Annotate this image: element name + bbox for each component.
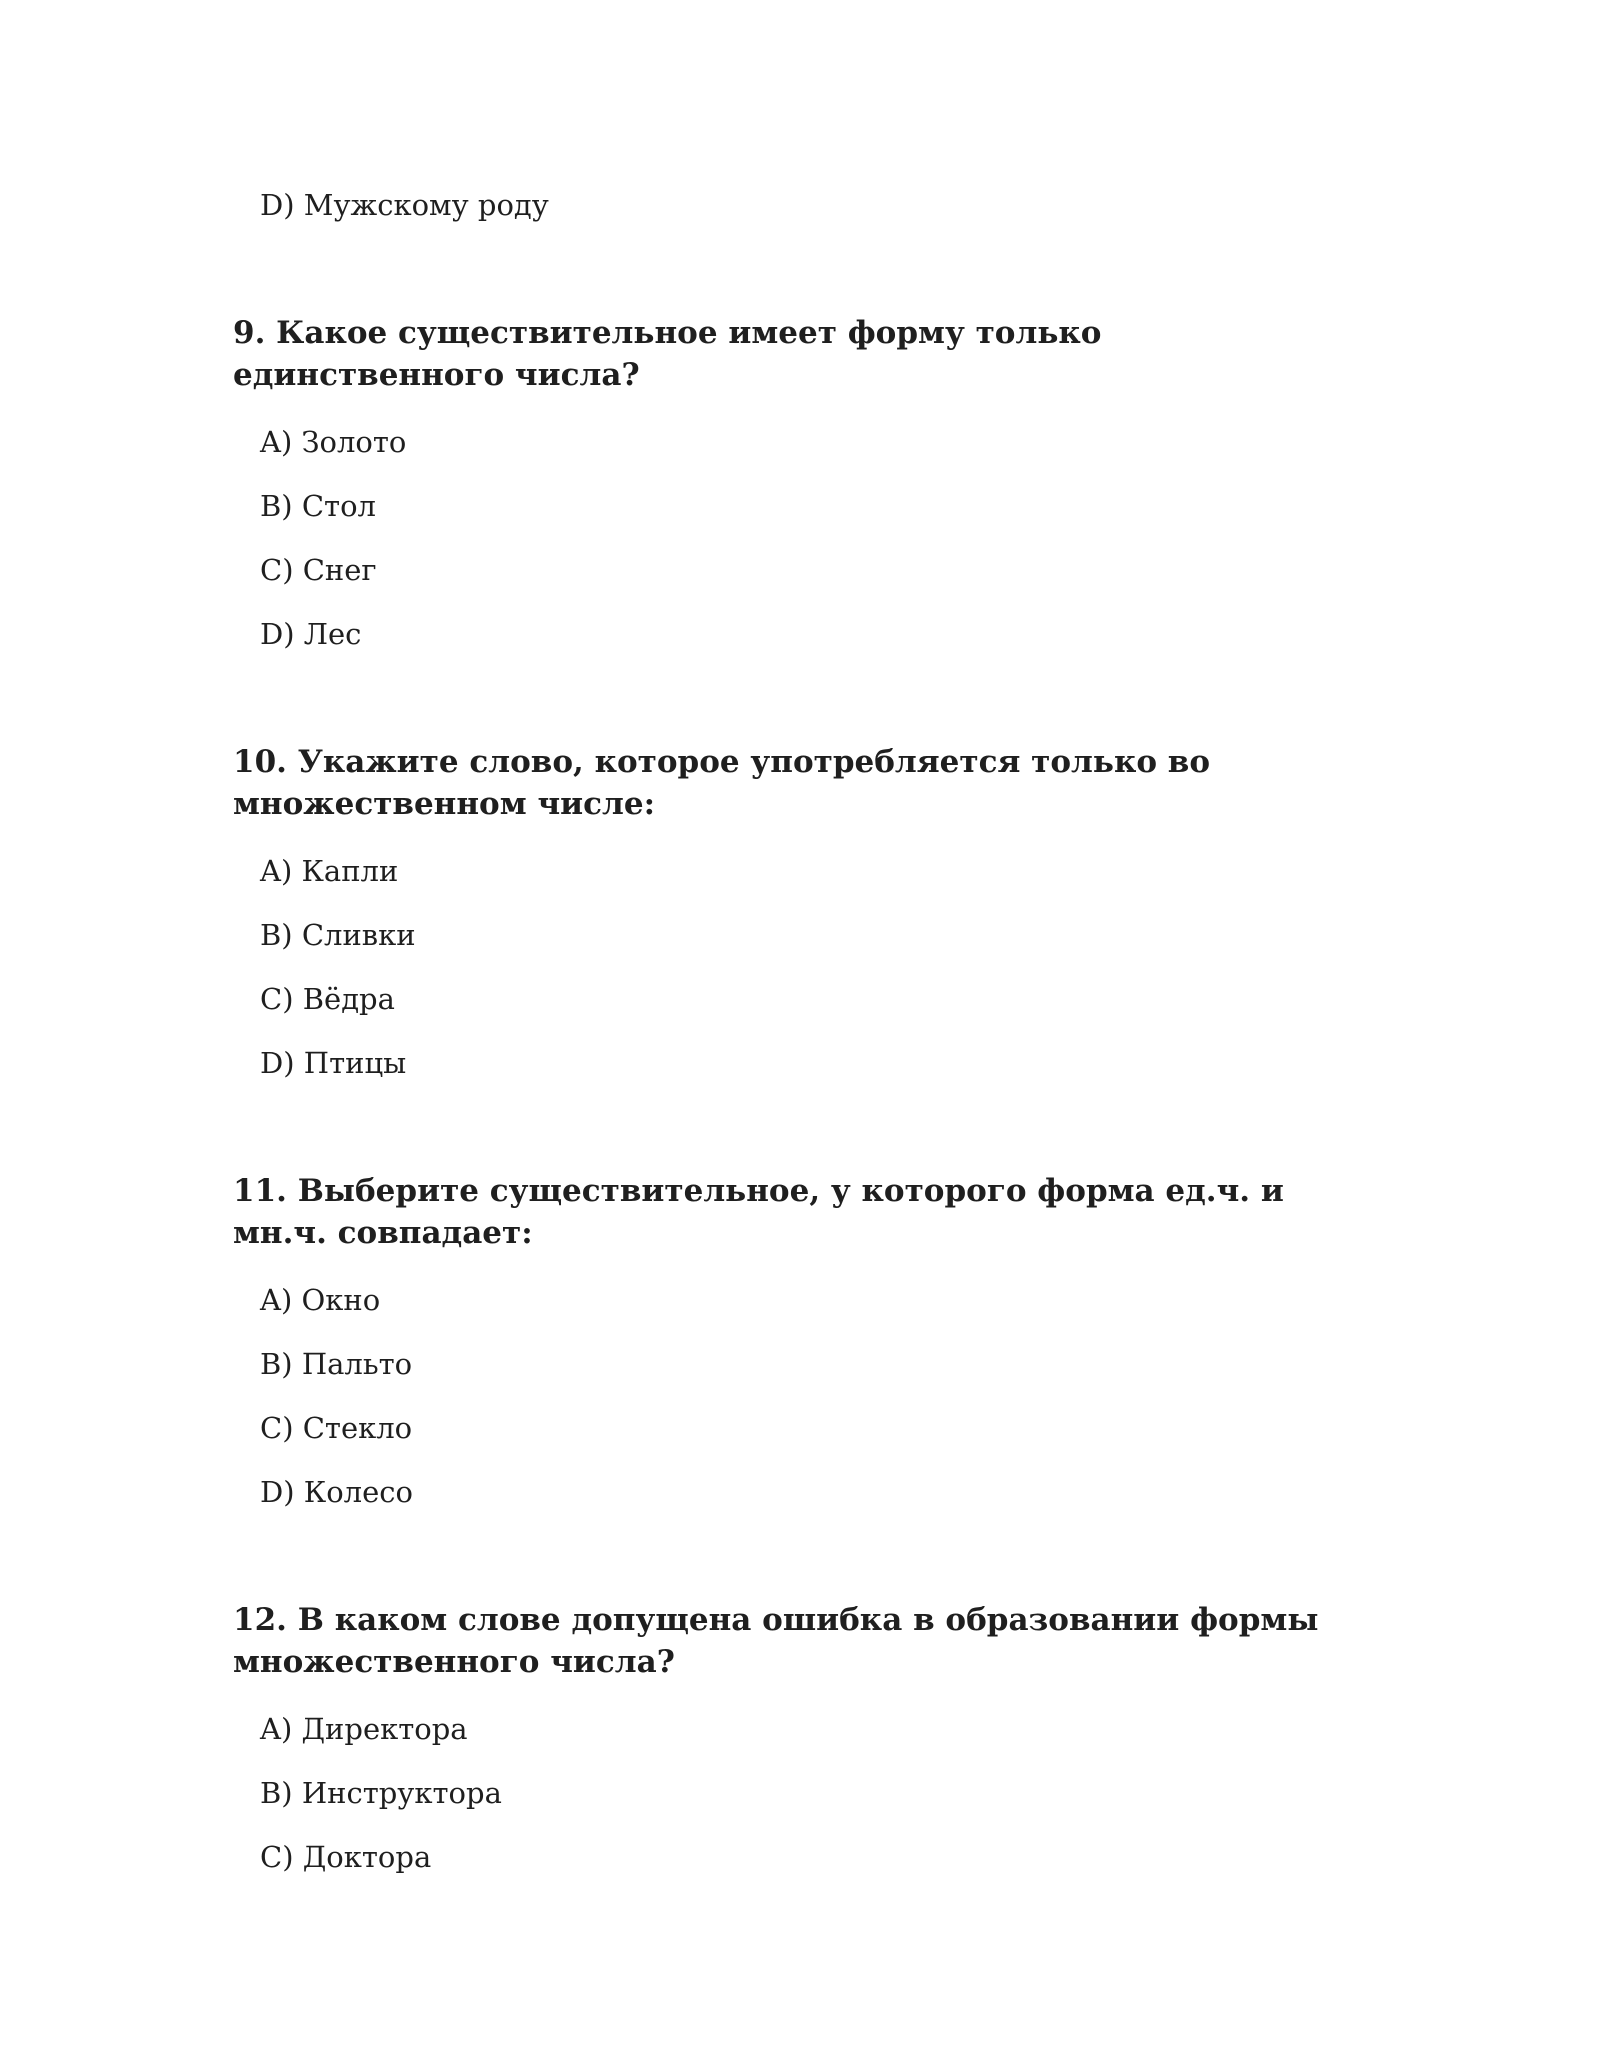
option-q9-b: B) Стол — [260, 489, 376, 523]
option-q12-c: C) Доктора — [260, 1840, 432, 1874]
option-q9-d: D) Лес — [260, 617, 362, 651]
option-q10-d: D) Птицы — [260, 1046, 407, 1080]
option-q10-b: B) Сливки — [260, 918, 416, 952]
option-q11-d: D) Колесо — [260, 1475, 413, 1509]
option-q11-c: C) Стекло — [260, 1411, 413, 1445]
option-q9-a: A) Золото — [260, 425, 407, 459]
option-q10-c: C) Вёдра — [260, 982, 395, 1016]
option-q11-b: B) Пальто — [260, 1347, 413, 1381]
question-9-text: 9. Какое существительное имеет форму только единственного числа? — [233, 315, 1102, 393]
option-q10-a: A) Капли — [260, 854, 399, 888]
question-10-text: 10. Укажите слово, которое употребляется только во множественном числе: — [233, 744, 1211, 822]
option-q11-a: A) Окно — [260, 1283, 381, 1317]
question-12-text: 12. В каком слове допущена ошибка в образовании формы множественного числа? — [233, 1602, 1319, 1680]
option-q12-a: A) Директора — [260, 1712, 468, 1746]
question-11-text: 11. Выберите существительное, у которого форма ед.ч. и мн.ч. совпадает: — [233, 1173, 1284, 1251]
option-q12-b: B) Инструктора — [260, 1776, 502, 1810]
option-q9-c: C) Снег — [260, 553, 377, 587]
option-q8-d: D) Мужскому роду — [260, 188, 549, 222]
